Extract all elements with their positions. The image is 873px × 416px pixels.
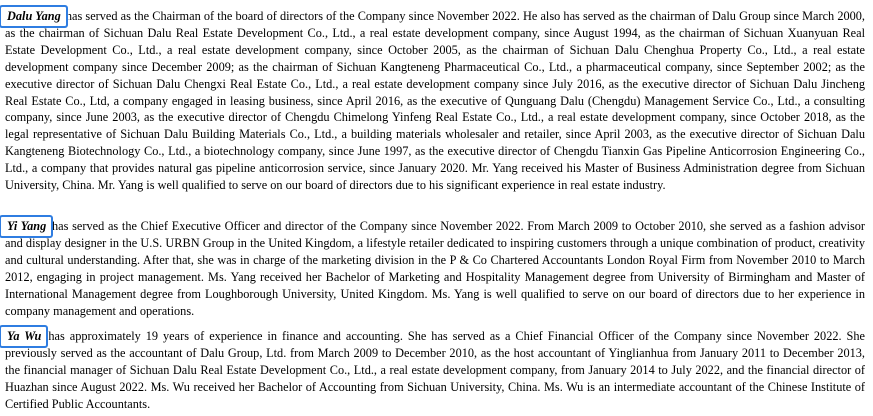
bio-text-yi-yang: has served as the Chief Executive Officer and director of the Company since November 2022. From March 2009 to October 2010, she served as a fashion advisor and display designer in the U.S. URBN Group in the United Kingdom, a lifestyle retailer dedicated to inspiring customers through a unique combination of product, creativity and cultural understanding. After that, she was in charge of the marketing division in the P & Co Chartered Accountants London Royal Firm from November 2010 to March 2012, engaging in project management. Ms. Yang received her Bachelor of Marketing and Hospitality Management degree from University of Birmingham and Master of International Management degree from Loughborough University, United Kingdom. Ms. Yang is well qualified to serve on our board of directors due to her experience in company management and operations. — [5, 219, 866, 318]
bio-text-dalu-yang: has served as the Chairman of the board of directors of the Company since November 2022. He also has served as the chairman of Dalu Group since March 2000, as the chairman of Sichuan Dalu Real Estate Development Co., Ltd., a real estate development company, since August 1994, as the chairman of Sichuan Xuanyuan Real Estate Development Co., Ltd., a real estate development company, since October 2005, as the chairman of Sichuan Dalu Chenghua Property Co., Ltd., a real estate development company since December 2009; as the chairman of Sichuan Kangteneng Pharmaceutical Co., Ltd., a pharmaceutical company, since September 2002; as the executive director of Sichuan Dalu Chengxi Real Estate Co., Ltd., a real estate development company since July 2016, as the executive director of Sichuan Dalu Jincheng Real Estate Co., Ltd, a company engaged in leasing business, since April 2016, as the executive of Qunguang Dalu (Chengdu) Management Service Co., Ltd., a consulting company, since June 2003, as the executive director of Chengdu Chimelong Yinfeng Real Estate Co., Ltd., a real estate development company, since October 2018, as the legal representative of Sichuan Dalu Building Materials Co., Ltd., a building materials wholesaler and retailer, since April 2003, as the executive director of Sichuan Dalu Kangteneng Biotechnology Co., Ltd., a biotechnology company, since June 1997, as the executive director of Chengdu Tianxin Gas Pipeline Anticorrosion Engineering Co., Ltd., a company that provides natural gas pipeline anticorrosion service, since January 2020. Mr. Yang received his Master of Business Administration degree from Sichuan University, China. Mr. Yang is well qualified to serve on our board of directors due to his significant experience in real estate industry. — [5, 9, 866, 193]
bio-paragraph-yi-yang — [5, 218, 865, 319]
name-highlight-dalu-yang[interactable]: Dalu Yang — [7, 9, 61, 23]
bio-text-ya-wu: has approximately 19 years of experience in finance and accounting. She has served as a Chief Financial Officer of the Company since November 2022. She previously served as the accountant of Dalu Group, Ltd. from March 2009 to December 2010, as the host accountant of Yinglianhua from January 2011 to December 2013, the financial manager of Sichuan Dalu Real Estate Development Co., Ltd., a real estate development company, from January 2014 to July 2022, and the financial director of Huazhan since August 2022. Ms. Wu received her Bachelor of Accounting from Sichuan University, China. Ms. Wu is an intermediate accountant of the Chinese Institute of Certified Public Accountants. — [5, 329, 865, 411]
name-highlight-yi-yang[interactable]: Yi Yang — [7, 219, 47, 233]
bio-paragraph-ya-wu — [5, 328, 865, 413]
bio-paragraph-dalu-yang — [5, 8, 865, 194]
name-highlight-ya-wu[interactable]: Ya Wu — [7, 329, 42, 343]
